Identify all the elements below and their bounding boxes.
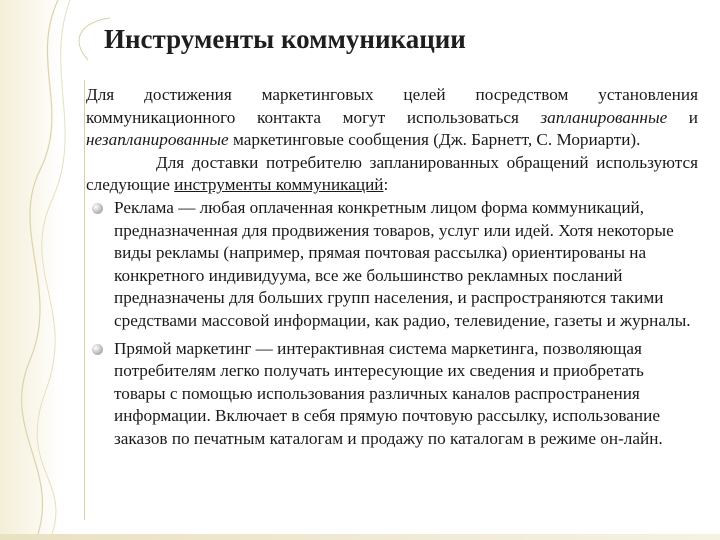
bullet-dot-icon [92, 344, 103, 355]
slide-body [86, 84, 698, 451]
delivery-paragraph [86, 152, 698, 197]
vertical-rule [84, 80, 85, 520]
bullet-dot-icon [92, 203, 103, 214]
intro-emphasis-unplanned: незапланированные [86, 130, 229, 150]
slide-title: Инструменты коммуникации [104, 24, 466, 54]
delivery-underlined-term: инструменты коммуникаций [174, 175, 384, 195]
bullet-list [86, 197, 698, 451]
delivery-text-2: : [383, 175, 389, 195]
delivery-text-1: Для доставки потребителю запланированных обращений используются следующие [86, 152, 698, 195]
bullet-text-advertising: Реклама — любая оплаченная конкретным лицом форма коммуникаций, предназначенная для продвижения товаров, услуг или идей. Хотя некоторые виды рекламы (например, прямая почтовая рассылка) ориентированы на конкретного индивидуума, все же большинство рекламных посланий предназначены для больших групп населения, и распространяются такими средствами массовой информации, как радио, телевидение, газеты и журналы. [114, 197, 691, 330]
decorative-bottom-band [0, 534, 720, 540]
intro-emphasis-planned: запланированные [540, 107, 668, 127]
intro-paragraph [86, 84, 698, 152]
intro-text-1: Для достижения маркетинговых целей посредством установления коммуникационного контакта могут использоваться [86, 85, 698, 127]
intro-text-2: и [667, 107, 698, 127]
intro-text-3: маркетинговые сообщения (Дж. Барнетт, С. Мориарти). [228, 130, 641, 150]
list-item [86, 197, 698, 333]
decorative-left-border [0, 0, 60, 540]
bullet-text-direct-marketing: Прямой маркетинг — интерактивная система маркетинга, позволяющая потребителям легко получать интересующие их сведения и приобретать товары с помощью использования различных каналов распространения информации. Включает в себя прямую почтовую рассылку, использование заказов по печатным каталогам и продажу по каталогам в режиме он-лайн. [114, 338, 663, 448]
list-item [86, 338, 698, 451]
